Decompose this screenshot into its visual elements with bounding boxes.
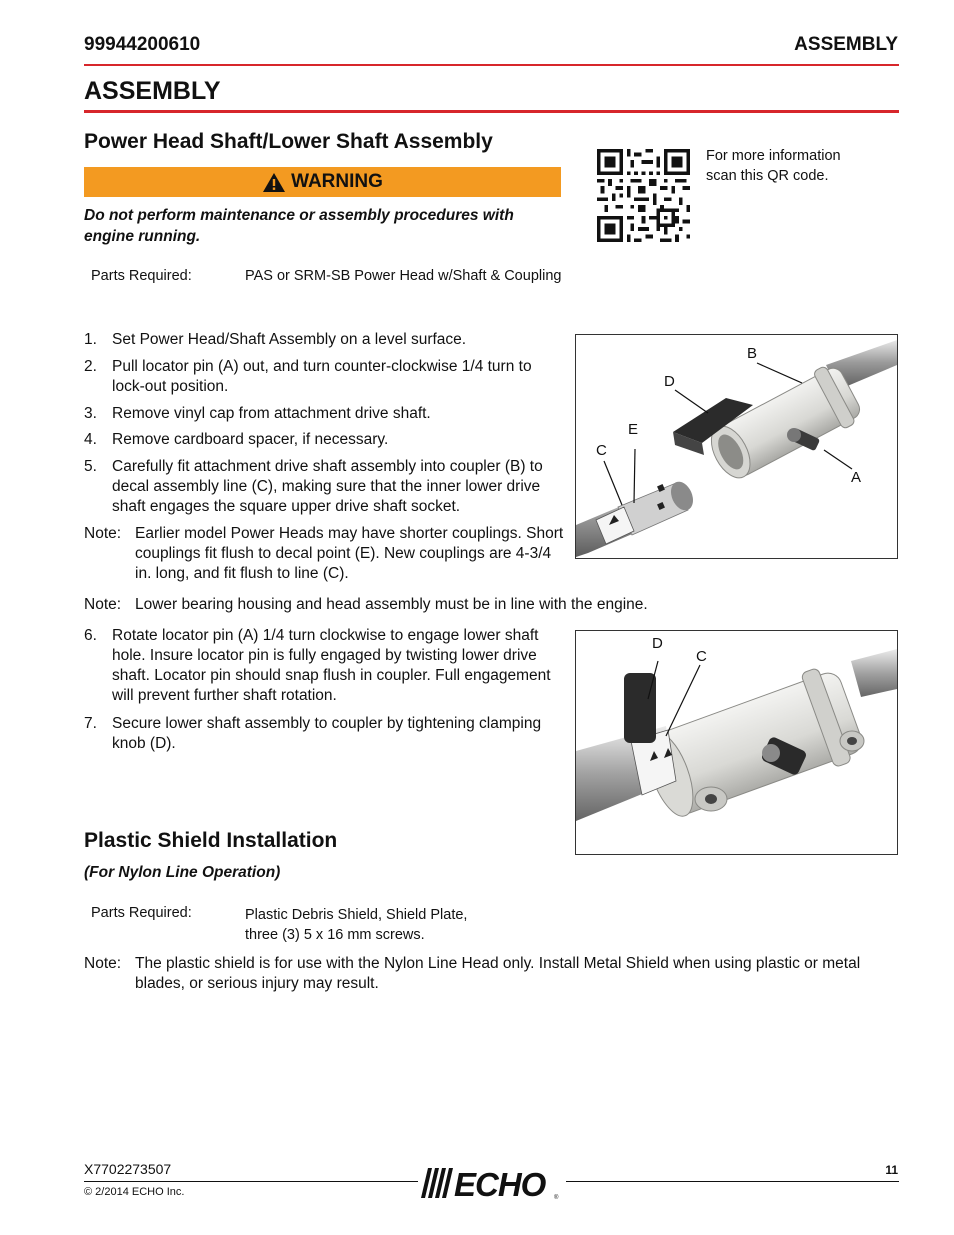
- callout-e: E: [628, 421, 639, 438]
- note-bearing-housing: Note: Lower bearing housing and head assembly must be in line with the engine.: [84, 596, 648, 613]
- header-rule: [84, 64, 899, 66]
- list-item: 4. Remove cardboard spacer, if necessary.: [84, 431, 389, 448]
- list-item: 5. Carefully fit attachment drive shaft assembly into coupler (B) to decal assembly line (C), making sure that the inner lower drive shaft engages the square upper drive shaft socket.: [84, 458, 543, 515]
- parts-required-label: Parts Required:: [91, 905, 192, 921]
- note-plastic-shield: Note: The plastic shield is for use with the Nylon Line Head only. Install Metal Shield when using plastic or metal blades, or serious injury may result.: [84, 955, 861, 992]
- parts-required-label: Parts Required:: [91, 268, 192, 284]
- doc-number: X7702273507: [84, 1161, 172, 1177]
- footer-rule-right: [566, 1181, 899, 1182]
- callout-c: C: [696, 648, 707, 665]
- copyright: © 2/2014 ECHO Inc.: [84, 1186, 185, 1198]
- section-title-shaft-assembly: Power Head Shaft/Lower Shaft Assembly: [84, 130, 493, 153]
- header-section: ASSEMBLY: [794, 34, 898, 55]
- warning-text: Do not perform maintenance or assembly procedures with engine running.: [84, 207, 514, 245]
- echo-logo: [420, 1166, 565, 1200]
- doc-part-number: 99944200610: [84, 34, 201, 55]
- qr-caption: For more information scan this QR code.: [706, 148, 841, 184]
- list-item: 2. Pull locator pin (A) out, and turn counter-clockwise 1/4 turn to lock-out position.: [84, 358, 532, 395]
- warning-label: WARNING: [291, 171, 383, 192]
- note-short-couplings: Note: Earlier model Power Heads may have shorter couplings. Short couplings fit flush to decal point (E). New couplings are 4-3/4 in. long, and fit flush to line (C).: [84, 525, 564, 582]
- warning-banner: [84, 167, 561, 197]
- list-item: 6. Rotate locator pin (A) 1/4 turn clockwise to engage lower shaft hole. Insure locator pin is fully engaged by twisting lower drive shaft. Locator pin should snap flush in coupler. Full engagement will prevent further shaft rotation.: [84, 627, 551, 704]
- echo-logo-mark: [420, 1166, 565, 1200]
- section-title-plastic-shield: Plastic Shield Installation: [84, 829, 338, 852]
- callout-c: C: [596, 442, 607, 459]
- footer-rule-left: [84, 1181, 418, 1182]
- coupler-illustration: [576, 335, 897, 558]
- svg-text:®: ®: [554, 1195, 559, 1200]
- list-item: 7. Secure lower shaft assembly to coupler by tightening clamping knob (D).: [84, 715, 542, 752]
- warning-triangle-icon: [262, 172, 286, 193]
- list-item: 1. Set Power Head/Shaft Assembly on a level surface.: [84, 331, 467, 348]
- section-subtitle: (For Nylon Line Operation): [84, 864, 281, 881]
- callout-d: D: [664, 373, 675, 390]
- figure-coupler-assembled: [575, 630, 898, 855]
- coupler-assembled-illustration: [576, 631, 897, 854]
- list-item: 3. Remove vinyl cap from attachment drive shaft.: [84, 405, 431, 422]
- callout-b: B: [747, 345, 758, 362]
- callout-a: A: [851, 469, 862, 486]
- figure-coupler-exploded: [575, 334, 898, 559]
- page-number: 11: [885, 1163, 898, 1177]
- parts-required-value: Plastic Debris Shield, Shield Plate, three (3) 5 x 16 mm screws.: [245, 907, 468, 943]
- title-rule: [84, 110, 899, 113]
- echo-logo-text: ECHO: [454, 1166, 546, 1200]
- page-title: ASSEMBLY: [84, 77, 221, 105]
- callout-d: D: [652, 635, 663, 652]
- parts-required-value: PAS or SRM-SB Power Head w/Shaft & Coupling: [245, 268, 562, 284]
- qr-code[interactable]: [597, 149, 690, 242]
